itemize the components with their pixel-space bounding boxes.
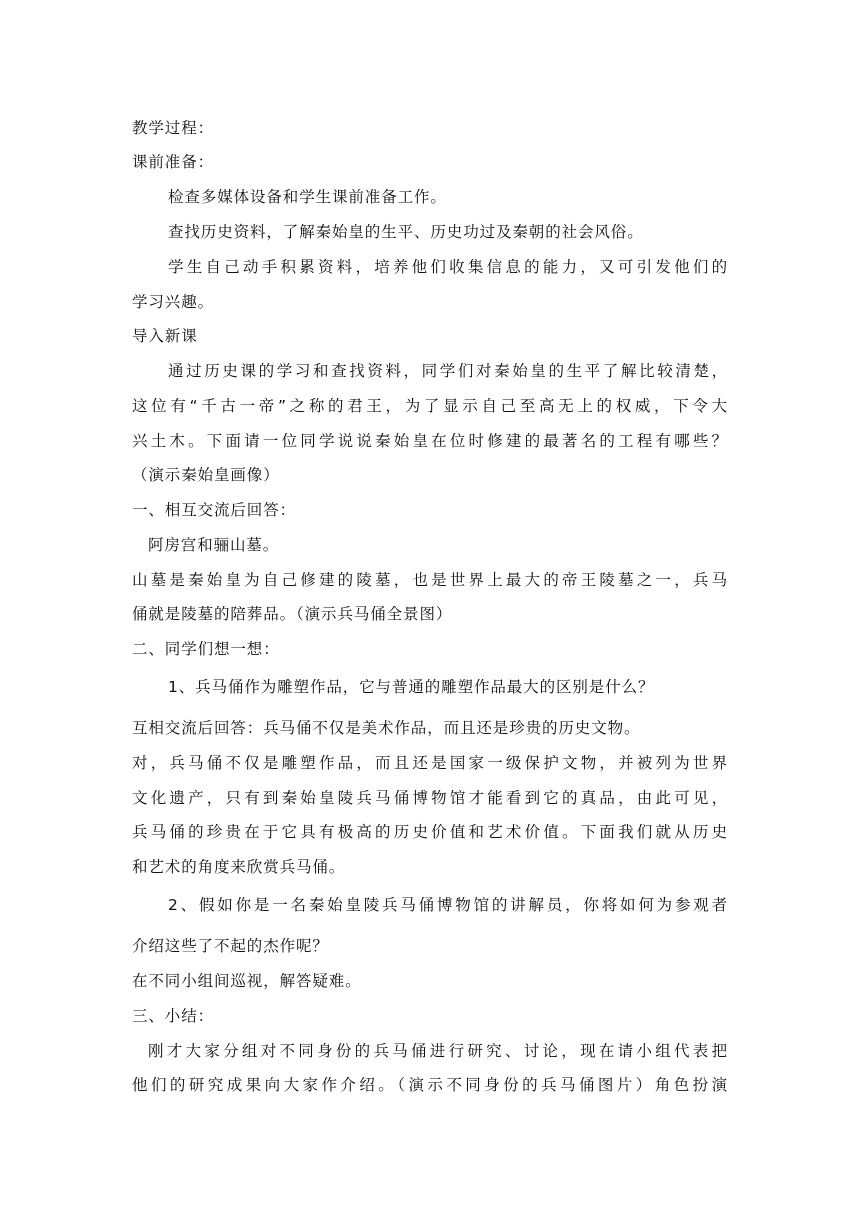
text-line: 查找历史资料，了解秦始皇的生平、历史功过及秦朝的社会风俗。 bbox=[168, 223, 644, 241]
text-line: 山墓是秦始皇为自己修建的陵墓，也是世界上最大的帝王陵墓之一，兵马 bbox=[132, 571, 728, 589]
text-line: 导入新课 bbox=[132, 327, 198, 345]
text-line: 检查多媒体设备和学生课前准备工作。 bbox=[168, 188, 447, 206]
text-line: 介绍这些了不起的杰作呢？ bbox=[132, 937, 329, 955]
text-line: 和艺术的角度来欣赏兵马俑。 bbox=[132, 858, 346, 876]
text-line: 兴土木。下面请一位同学说说秦始皇在位时修建的最著名的工程有哪些？ bbox=[132, 432, 728, 450]
text-line: 2、假如你是一名秦始皇陵兵马俑博物馆的讲解员，你将如何为参观者 bbox=[168, 896, 728, 914]
text-line: 俑就是陵墓的陪葬品。（演示兵马俑全景图） bbox=[132, 605, 453, 623]
text-line: 学习兴趣。 bbox=[132, 293, 215, 311]
text-line: 二、同学们想一想： bbox=[132, 640, 280, 658]
text-line: 互相交流后回答：兵马俑不仅是美术作品，而且还是珍贵的历史文物。 bbox=[132, 719, 641, 737]
text-line: 兵马俑的珍贵在于它具有极高的历史价值和艺术价值。下面我们就从历史 bbox=[132, 823, 728, 841]
text-line: 他们的研究成果向大家作介绍。（演示不同身份的兵马俑图片）角色扮演 bbox=[132, 1076, 728, 1094]
text-line: 刚才大家分组对不同身份的兵马俑进行研究、讨论，现在请小组代表把 bbox=[148, 1042, 728, 1060]
text-line: 文化遗产，只有到秦始皇陵兵马俑博物馆才能看到它的真品，由此可见， bbox=[132, 789, 728, 807]
text-line: 在不同小组间巡视，解答疑难。 bbox=[132, 972, 362, 990]
text-line: 教学过程： bbox=[132, 119, 215, 137]
text-line: 通过历史课的学习和查找资料，同学们对秦始皇的生平了解比较清楚， bbox=[168, 362, 728, 380]
text-line: 对，兵马俑不仅是雕塑作品，而且还是国家一级保护文物，并被列为世界 bbox=[132, 754, 728, 772]
text-line: 课前准备： bbox=[132, 153, 215, 171]
text-line: 这位有“千古一帝”之称的君王，为了显示自己至高无上的权威，下令大 bbox=[132, 397, 728, 415]
text-line: 三、小结： bbox=[132, 1007, 215, 1025]
text-line: 1、兵马俑作为雕塑作品，它与普通的雕塑作品最大的区别是什么？ bbox=[168, 678, 655, 696]
text-line: 学生自己动手积累资料，培养他们收集信息的能力，又可引发他们的 bbox=[168, 258, 728, 276]
text-line: 阿房宫和骊山墓。 bbox=[148, 536, 280, 554]
text-line: （演示秦始皇画像） bbox=[132, 466, 280, 484]
text-line: 一、相互交流后回答： bbox=[132, 501, 297, 519]
